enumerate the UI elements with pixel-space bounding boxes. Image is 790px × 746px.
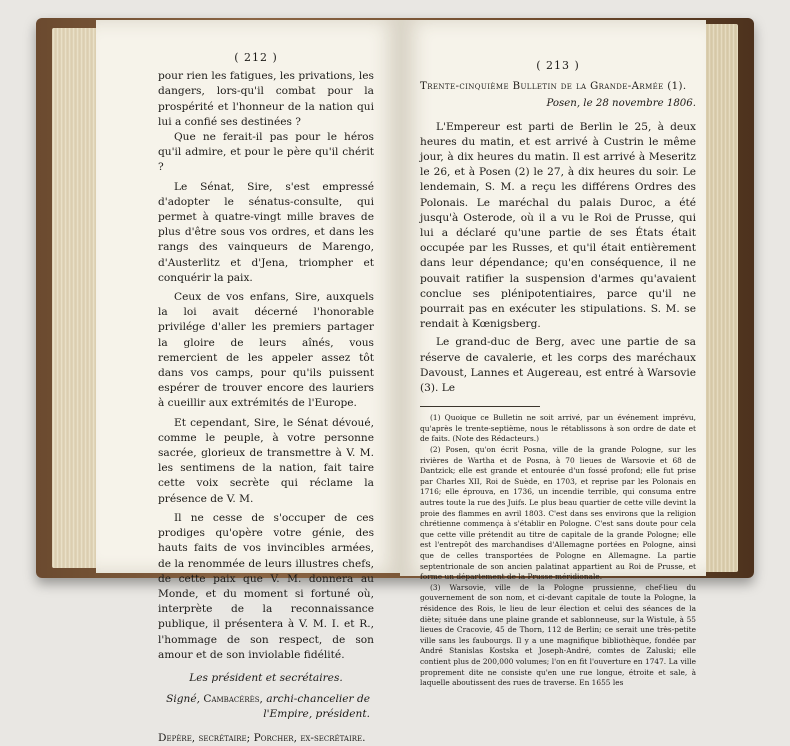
paragraph: Le grand-duc de Berg, avec une partie de sa réserve de cavalerie, et les corps des maréchaux Davoust, Lannes et Augereau, est entré à Warsovie (3). Le [420, 336, 696, 395]
signed-title: archi-chancelier de l'Empire, président. [263, 693, 370, 721]
paragraph: Que ne ferait-il pas pour le héros qu'il admire, et pour le père qu'il chérit ? [158, 131, 374, 174]
right-page [400, 20, 706, 688]
footnote: (2) Posen, qu'on écrit Posna, ville de la grande Pologne, sur les rivières de Wartha et de Posna, à 70 lieues de Warsovie et 68 de Dantzick; elle est grande et entourée d'un fossé profond; elle fut prise par Charles XII, Roi de Suède, en 1703, et reprise par les Polonais en 1716; elle éprouva, en 1736, un incendie terrible, qui consuma entre autres toute la rue des Juifs. Le plus beau quartier de cette ville devint la proie des flammes en avril 1803. C'est dans ses environs que la religion chrétienne commença à s'établir en Pologne. C'est sans doute pour cela que cette ville prétendit au titre de capitale de la grande Pologne; elle est l'entrepôt des marchandises d'Allemagne portées en Pologne, ainsi que de celles transportées de Pologne en Allemagne. La partie septentrionale de son ancien palatinat appartient au Roi de Prusse, et forme un département de la Prusse méridionale. [420, 445, 696, 582]
dateline: Posen, le 28 novembre 1806. [546, 98, 696, 110]
signed-name: Cambacérès, [203, 693, 263, 706]
page-edges-left [52, 28, 98, 568]
page-number: ( 212 ) [234, 51, 278, 64]
footnote-rule [420, 406, 540, 407]
footnote: (3) Warsovie, ville de la Pologne prussienne, chef-lieu du gouvernement de son nom, et ci-devant capitale de toute la Pologne, la résidence des Rois, le lieu de leur élection et celui des séances de la diète; située dans une plaine grande et sablonneuse, sur la Wistule, à 55 lieues de Cracovie, 45 de Thorn, 112 de Berlin; ce serait une très-petite ville sans les faubourgs. Il y a une magnifique bibliothèque, fondée par André Stanislas Kostska et Joseph-André, comtes de Zaluski; elle contient plus de 200,000 volumes; l'on en fit l'ouverture en 1747. La ville proprement dite ne consiste qu'en une rue longue, étroite et sale, à laquelle aboutissent des rues de traverse. En 1655 les [420, 582, 696, 688]
left-page [96, 20, 402, 744]
paragraph: Et cependant, Sire, le Sénat dévoué, comme le peuple, à votre personne sacrée, glorieux de transmettre à V. M. les sentimens de la nation, fait taire cette voix secrète qui réclame la présence de V. M. [158, 416, 374, 505]
signoff: Les président et secrétaires. [189, 671, 343, 684]
paragraph: pour rien les fatigues, les privations, les dangers, lors-qu'il combat pour la prospérité et l'honneur de la nation qui lui a confié ses destinées ? [158, 70, 374, 128]
secretaries: Depère, secrétaire; Porcher, ex-secrétaire. [158, 731, 366, 744]
paragraph: Ceux de vos enfans, Sire, auxquels la loi avait décerné l'honorable privilége d'aller les premiers partager la gloire de leurs aînés, vous remercient de les appeler assez tôt dans vos camps, pour qu'ils puissent espérer de trouver encore des lauriers à cueillir aux extrémités de l'Europe. [158, 291, 374, 410]
bulletin-heading: Trente-cinquième Bulletin de la Grande-Armée (1). [420, 81, 687, 93]
signed-prefix: Signé, [166, 693, 200, 706]
signature-line [158, 692, 374, 722]
footnotes [420, 413, 696, 688]
footnote: (1) Quoique ce Bulletin ne soit arrivé, par un événement imprévu, qu'après le trente-septième, nous le rétablissons à son ordre de date et de faits. (Note des Rédacteurs.) [420, 413, 696, 444]
page-number: ( 213 ) [536, 59, 580, 72]
paragraph: Le Sénat, Sire, s'est empressé d'adopter le sénatus-consulte, qui permet à quatre-vingt mille braves de plus d'être sous vos ordres, et dans les rangs des vainqueurs de Marengo, d'Austerlitz et d'Jena, triompher et conquérir la paix. [158, 180, 374, 284]
page-edges-right [704, 24, 738, 572]
paragraph: Il ne cesse de s'occuper de ces prodiges qu'opère votre génie, des hauts faits de vos invincibles armées, de la renommée de leurs illustres chefs, de cette paix que V. M. donnera au Monde, et du moment si fortuné où, interprète de la reconnaissance publique, il présentera à V. M. I. et R., l'hommage de son respect, de son amour et de son inviolable fidélité. [158, 511, 374, 661]
paragraph: L'Empereur est parti de Berlin le 25, à deux heures du matin, et est arrivé à Custrin le même jour, à dix heures du matin. Il est arrivé à Meseritz le 26, et à Posen (2) le 27, à dix heures du soir. Le lendemain, S. M. a reçu les différens Ordres des Polonais. Le maréchal du palais Duroc, a été jusqu'à Osterode, où il a vu le Roi de Prusse, qui lui a déclaré qu'une partie de ses États était occupée par les Russes, et qu'il était entièrement dans leur dépendance; qu'en conséquence, il ne pouvait ratifier la suspension d'armes qu'avaient conclue ses plénipotentiaires, parce qu'il ne pourrait pas en exécuter les stipulations. S. M. se rendait à Kœnigsberg. [420, 120, 696, 331]
